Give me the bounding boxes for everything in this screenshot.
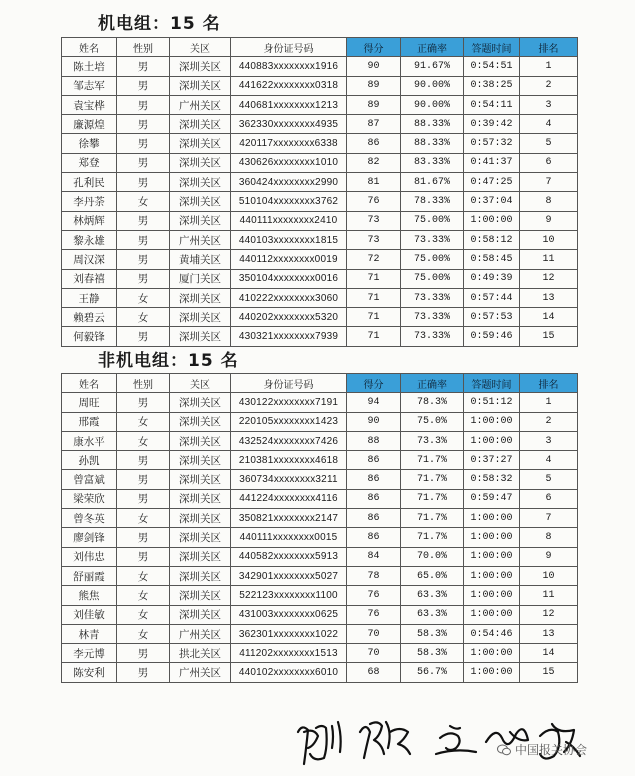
cell-gender: 女 (117, 192, 170, 211)
cell-answer-time: 1:00:00 (464, 412, 520, 431)
cell-rank: 8 (520, 528, 578, 547)
cell-score: 71 (347, 327, 401, 346)
cell-gender: 女 (117, 509, 170, 528)
cell-score: 90 (347, 57, 401, 76)
cell-rank: 11 (520, 586, 578, 605)
cell-score: 81 (347, 173, 401, 192)
cell-name: 陈安利 (62, 663, 117, 682)
cell-rank: 3 (520, 95, 578, 114)
column-header-score: 得分 (347, 38, 401, 57)
cell-gender: 女 (117, 566, 170, 585)
cell-gender: 男 (117, 644, 170, 663)
cell-rank: 15 (520, 663, 578, 682)
cell-customs-district: 深圳关区 (170, 451, 231, 470)
cell-gender: 男 (117, 76, 170, 95)
cell-gender: 女 (117, 308, 170, 327)
cell-answer-time: 1:00:00 (464, 586, 520, 605)
column-header-rank: 排名 (520, 38, 578, 57)
table-row (62, 663, 578, 682)
cell-id-number: 440111xxxxxxxx0015 (231, 528, 347, 547)
cell-rank: 3 (520, 431, 578, 450)
cell-score: 94 (347, 393, 401, 412)
cell-score: 87 (347, 115, 401, 134)
cell-answer-time: 0:39:42 (464, 115, 520, 134)
cell-rank: 4 (520, 115, 578, 134)
cell-score: 76 (347, 192, 401, 211)
cell-answer-time: 0:58:12 (464, 230, 520, 249)
cell-answer-time: 0:59:46 (464, 327, 520, 346)
column-header-name: 姓名 (62, 38, 117, 57)
cell-id-number: 342901xxxxxxxx5027 (231, 566, 347, 585)
cell-name: 黎永雄 (62, 230, 117, 249)
cell-score: 82 (347, 153, 401, 172)
cell-name: 王静 (62, 288, 117, 307)
cell-name: 陈土培 (62, 57, 117, 76)
cell-rank: 1 (520, 57, 578, 76)
cell-accuracy: 83.33% (401, 153, 464, 172)
table-row (62, 153, 578, 172)
cell-score: 73 (347, 211, 401, 230)
cell-name: 周旺 (62, 393, 117, 412)
cell-id-number: 360734xxxxxxxx3211 (231, 470, 347, 489)
cell-score: 70 (347, 624, 401, 643)
cell-rank: 9 (520, 547, 578, 566)
cell-accuracy: 75.00% (401, 211, 464, 230)
cell-gender: 男 (117, 663, 170, 682)
cell-name: 李元博 (62, 644, 117, 663)
handwritten-signatures (290, 702, 590, 772)
table-row (62, 624, 578, 643)
results-table-mechatronics (61, 37, 578, 347)
cell-name: 梁荣欣 (62, 489, 117, 508)
cell-id-number: 410222xxxxxxxx3060 (231, 288, 347, 307)
cell-id-number: 510104xxxxxxxx3762 (231, 192, 347, 211)
cell-id-number: 210381xxxxxxxx4618 (231, 451, 347, 470)
cell-id-number: 362330xxxxxxxx4935 (231, 115, 347, 134)
results-table-non-mechatronics (61, 373, 578, 683)
table-row (62, 134, 578, 153)
column-header-gender: 性别 (117, 38, 170, 57)
cell-customs-district: 广州关区 (170, 95, 231, 114)
cell-answer-time: 0:47:25 (464, 173, 520, 192)
cell-id-number: 440202xxxxxxxx5320 (231, 308, 347, 327)
cell-score: 70 (347, 644, 401, 663)
cell-accuracy: 56.7% (401, 663, 464, 682)
cell-score: 90 (347, 412, 401, 431)
cell-id-number: 440582xxxxxxxx5913 (231, 547, 347, 566)
table-header-row (62, 374, 578, 393)
cell-score: 71 (347, 269, 401, 288)
cell-accuracy: 73.3% (401, 431, 464, 450)
cell-accuracy: 71.7% (401, 528, 464, 547)
cell-name: 刘伟忠 (62, 547, 117, 566)
cell-customs-district: 深圳关区 (170, 134, 231, 153)
table-row (62, 528, 578, 547)
cell-rank: 5 (520, 470, 578, 489)
cell-id-number: 350821xxxxxxxx2147 (231, 509, 347, 528)
cell-answer-time: 0:51:12 (464, 393, 520, 412)
cell-answer-time: 1:00:00 (464, 431, 520, 450)
cell-gender: 男 (117, 153, 170, 172)
cell-customs-district: 深圳关区 (170, 153, 231, 172)
table-row (62, 76, 578, 95)
cell-accuracy: 90.00% (401, 95, 464, 114)
table-row (62, 95, 578, 114)
column-header-answer-time: 答题时间 (464, 374, 520, 393)
cell-id-number: 440112xxxxxxxx0019 (231, 250, 347, 269)
cell-customs-district: 黄埔关区 (170, 250, 231, 269)
column-header-customs-district: 关区 (170, 38, 231, 57)
cell-rank: 6 (520, 153, 578, 172)
cell-gender: 男 (117, 470, 170, 489)
cell-answer-time: 1:00:00 (464, 663, 520, 682)
cell-customs-district: 深圳关区 (170, 605, 231, 624)
cell-rank: 9 (520, 211, 578, 230)
cell-gender: 男 (117, 547, 170, 566)
cell-customs-district: 深圳关区 (170, 586, 231, 605)
table-row (62, 115, 578, 134)
cell-rank: 13 (520, 288, 578, 307)
cell-name: 何毅锋 (62, 327, 117, 346)
cell-accuracy: 63.3% (401, 586, 464, 605)
cell-rank: 1 (520, 393, 578, 412)
cell-rank: 14 (520, 644, 578, 663)
cell-gender: 女 (117, 412, 170, 431)
cell-name: 廉源煌 (62, 115, 117, 134)
cell-score: 86 (347, 489, 401, 508)
table-row (62, 412, 578, 431)
cell-score: 86 (347, 451, 401, 470)
cell-name: 邹志军 (62, 76, 117, 95)
cell-customs-district: 广州关区 (170, 230, 231, 249)
cell-name: 廖剑锋 (62, 528, 117, 547)
cell-answer-time: 0:41:37 (464, 153, 520, 172)
cell-answer-time: 0:57:44 (464, 288, 520, 307)
group-title-non-mechatronics: 非机电组：15 名 (98, 351, 239, 371)
cell-rank: 5 (520, 134, 578, 153)
table-row (62, 586, 578, 605)
table-row (62, 451, 578, 470)
cell-customs-district: 厦门关区 (170, 269, 231, 288)
cell-accuracy: 63.3% (401, 605, 464, 624)
cell-id-number: 432524xxxxxxxx7426 (231, 431, 347, 450)
cell-answer-time: 0:57:32 (464, 134, 520, 153)
cell-name: 李丹荼 (62, 192, 117, 211)
cell-accuracy: 90.00% (401, 76, 464, 95)
cell-accuracy: 75.00% (401, 269, 464, 288)
cell-accuracy: 58.3% (401, 644, 464, 663)
cell-id-number: 430626xxxxxxxx1010 (231, 153, 347, 172)
cell-id-number: 522123xxxxxxxx1100 (231, 586, 347, 605)
cell-answer-time: 0:54:11 (464, 95, 520, 114)
cell-accuracy: 91.67% (401, 57, 464, 76)
cell-rank: 11 (520, 250, 578, 269)
cell-name: 林青 (62, 624, 117, 643)
cell-gender: 女 (117, 605, 170, 624)
cell-name: 赖碧云 (62, 308, 117, 327)
cell-accuracy: 58.3% (401, 624, 464, 643)
cell-rank: 8 (520, 192, 578, 211)
cell-accuracy: 73.33% (401, 288, 464, 307)
cell-customs-district: 深圳关区 (170, 115, 231, 134)
cell-answer-time: 1:00:00 (464, 547, 520, 566)
cell-gender: 男 (117, 489, 170, 508)
cell-rank: 6 (520, 489, 578, 508)
cell-answer-time: 1:00:00 (464, 509, 520, 528)
cell-accuracy: 71.7% (401, 470, 464, 489)
cell-score: 71 (347, 288, 401, 307)
cell-rank: 7 (520, 173, 578, 192)
cell-id-number: 430122xxxxxxxx7191 (231, 393, 347, 412)
column-header-gender: 性别 (117, 374, 170, 393)
cell-gender: 男 (117, 528, 170, 547)
table-row (62, 566, 578, 585)
cell-gender: 男 (117, 327, 170, 346)
column-header-id-number: 身份证号码 (231, 374, 347, 393)
cell-name: 刘春禧 (62, 269, 117, 288)
cell-score: 72 (347, 250, 401, 269)
cell-name: 孔利民 (62, 173, 117, 192)
cell-accuracy: 71.7% (401, 451, 464, 470)
cell-customs-district: 深圳关区 (170, 431, 231, 450)
cell-score: 86 (347, 509, 401, 528)
cell-rank: 4 (520, 451, 578, 470)
cell-accuracy: 73.33% (401, 327, 464, 346)
cell-gender: 男 (117, 451, 170, 470)
table-row (62, 269, 578, 288)
cell-accuracy: 65.0% (401, 566, 464, 585)
cell-customs-district: 深圳关区 (170, 57, 231, 76)
cell-id-number: 220105xxxxxxxx1423 (231, 412, 347, 431)
cell-id-number: 420117xxxxxxxx6338 (231, 134, 347, 153)
cell-answer-time: 0:37:04 (464, 192, 520, 211)
cell-gender: 男 (117, 230, 170, 249)
cell-customs-district: 广州关区 (170, 624, 231, 643)
cell-rank: 2 (520, 412, 578, 431)
cell-score: 89 (347, 76, 401, 95)
column-header-rank: 排名 (520, 374, 578, 393)
cell-name: 刘佳敏 (62, 605, 117, 624)
cell-customs-district: 深圳关区 (170, 192, 231, 211)
cell-answer-time: 0:54:46 (464, 624, 520, 643)
cell-rank: 10 (520, 230, 578, 249)
cell-rank: 12 (520, 269, 578, 288)
cell-gender: 男 (117, 95, 170, 114)
table-row (62, 327, 578, 346)
cell-answer-time: 1:00:00 (464, 211, 520, 230)
cell-accuracy: 88.33% (401, 115, 464, 134)
cell-accuracy: 81.67% (401, 173, 464, 192)
cell-rank: 13 (520, 624, 578, 643)
cell-gender: 女 (117, 431, 170, 450)
column-header-accuracy: 正确率 (401, 374, 464, 393)
cell-customs-district: 深圳关区 (170, 528, 231, 547)
cell-gender: 女 (117, 624, 170, 643)
cell-name: 林炳辉 (62, 211, 117, 230)
cell-id-number: 440883xxxxxxxx1916 (231, 57, 347, 76)
cell-score: 76 (347, 605, 401, 624)
table-row (62, 393, 578, 412)
cell-score: 88 (347, 431, 401, 450)
cell-answer-time: 1:00:00 (464, 605, 520, 624)
cell-score: 89 (347, 95, 401, 114)
cell-customs-district: 深圳关区 (170, 308, 231, 327)
table-row (62, 308, 578, 327)
cell-name: 袁宝桦 (62, 95, 117, 114)
table-row (62, 173, 578, 192)
cell-score: 78 (347, 566, 401, 585)
table-row (62, 250, 578, 269)
cell-customs-district: 拱北关区 (170, 644, 231, 663)
group-title-mechatronics: 机电组：15 名 (98, 14, 221, 34)
cell-customs-district: 深圳关区 (170, 76, 231, 95)
column-header-name: 姓名 (62, 374, 117, 393)
cell-customs-district: 广州关区 (170, 663, 231, 682)
cell-id-number: 362301xxxxxxxx1022 (231, 624, 347, 643)
cell-id-number: 440102xxxxxxxx6010 (231, 663, 347, 682)
cell-accuracy: 78.33% (401, 192, 464, 211)
cell-customs-district: 深圳关区 (170, 412, 231, 431)
table-row (62, 192, 578, 211)
column-header-id-number: 身份证号码 (231, 38, 347, 57)
cell-name: 周汉深 (62, 250, 117, 269)
table-row (62, 547, 578, 566)
cell-customs-district: 深圳关区 (170, 547, 231, 566)
cell-gender: 男 (117, 393, 170, 412)
cell-name: 邢霞 (62, 412, 117, 431)
cell-id-number: 440681xxxxxxxx1213 (231, 95, 347, 114)
cell-score: 73 (347, 230, 401, 249)
cell-answer-time: 0:58:45 (464, 250, 520, 269)
cell-gender: 男 (117, 211, 170, 230)
cell-id-number: 350104xxxxxxxx0016 (231, 269, 347, 288)
cell-customs-district: 深圳关区 (170, 393, 231, 412)
cell-id-number: 430321xxxxxxxx7939 (231, 327, 347, 346)
column-header-answer-time: 答题时间 (464, 38, 520, 57)
cell-id-number: 411202xxxxxxxx1513 (231, 644, 347, 663)
cell-accuracy: 71.7% (401, 489, 464, 508)
cell-name: 康水平 (62, 431, 117, 450)
table-row (62, 431, 578, 450)
cell-gender: 男 (117, 173, 170, 192)
cell-score: 86 (347, 134, 401, 153)
cell-answer-time: 0:54:51 (464, 57, 520, 76)
cell-id-number: 441224xxxxxxxx4116 (231, 489, 347, 508)
cell-answer-time: 0:37:27 (464, 451, 520, 470)
cell-accuracy: 75.00% (401, 250, 464, 269)
cell-rank: 14 (520, 308, 578, 327)
cell-gender: 女 (117, 586, 170, 605)
cell-name: 孙凯 (62, 451, 117, 470)
cell-gender: 男 (117, 250, 170, 269)
cell-name: 曾冬英 (62, 509, 117, 528)
cell-accuracy: 73.33% (401, 308, 464, 327)
watermark (497, 741, 587, 758)
cell-accuracy: 88.33% (401, 134, 464, 153)
cell-customs-district: 深圳关区 (170, 566, 231, 585)
cell-customs-district: 深圳关区 (170, 470, 231, 489)
cell-gender: 男 (117, 57, 170, 76)
cell-answer-time: 1:00:00 (464, 644, 520, 663)
table-row (62, 211, 578, 230)
cell-answer-time: 0:38:25 (464, 76, 520, 95)
table-row (62, 288, 578, 307)
cell-answer-time: 0:58:32 (464, 470, 520, 489)
cell-gender: 男 (117, 134, 170, 153)
cell-score: 76 (347, 586, 401, 605)
cell-answer-time: 0:57:53 (464, 308, 520, 327)
cell-gender: 女 (117, 288, 170, 307)
cell-customs-district: 深圳关区 (170, 173, 231, 192)
cell-customs-district: 深圳关区 (170, 489, 231, 508)
table-row (62, 470, 578, 489)
cell-name: 郑登 (62, 153, 117, 172)
cell-answer-time: 1:00:00 (464, 528, 520, 547)
cell-rank: 15 (520, 327, 578, 346)
cell-name: 舒丽霞 (62, 566, 117, 585)
cell-customs-district: 深圳关区 (170, 288, 231, 307)
watermark-text: 中国报关协会 (515, 743, 588, 757)
cell-answer-time: 0:49:39 (464, 269, 520, 288)
cell-answer-time: 0:59:47 (464, 489, 520, 508)
table-row (62, 57, 578, 76)
cell-score: 86 (347, 470, 401, 489)
wechat-icon (497, 744, 511, 756)
cell-customs-district: 深圳关区 (170, 211, 231, 230)
cell-score: 84 (347, 547, 401, 566)
cell-id-number: 441622xxxxxxxx0318 (231, 76, 347, 95)
cell-score: 68 (347, 663, 401, 682)
cell-score: 86 (347, 528, 401, 547)
table-row (62, 605, 578, 624)
cell-customs-district: 深圳关区 (170, 509, 231, 528)
cell-id-number: 360424xxxxxxxx2990 (231, 173, 347, 192)
column-header-customs-district: 关区 (170, 374, 231, 393)
cell-rank: 10 (520, 566, 578, 585)
cell-gender: 男 (117, 269, 170, 288)
cell-id-number: 440111xxxxxxxx2410 (231, 211, 347, 230)
cell-rank: 7 (520, 509, 578, 528)
cell-answer-time: 1:00:00 (464, 566, 520, 585)
cell-id-number: 431003xxxxxxxx0625 (231, 605, 347, 624)
cell-accuracy: 78.3% (401, 393, 464, 412)
table-header-row (62, 38, 578, 57)
cell-customs-district: 深圳关区 (170, 327, 231, 346)
cell-name: 曾富斌 (62, 470, 117, 489)
cell-score: 71 (347, 308, 401, 327)
table-row (62, 644, 578, 663)
cell-accuracy: 75.0% (401, 412, 464, 431)
cell-accuracy: 71.7% (401, 509, 464, 528)
cell-name: 徐攀 (62, 134, 117, 153)
cell-accuracy: 70.0% (401, 547, 464, 566)
cell-name: 熊焦 (62, 586, 117, 605)
cell-rank: 12 (520, 605, 578, 624)
cell-id-number: 440103xxxxxxxx1815 (231, 230, 347, 249)
table-row (62, 489, 578, 508)
cell-gender: 男 (117, 115, 170, 134)
cell-accuracy: 73.33% (401, 230, 464, 249)
table-row (62, 509, 578, 528)
table-row (62, 230, 578, 249)
column-header-score: 得分 (347, 374, 401, 393)
column-header-accuracy: 正确率 (401, 38, 464, 57)
cell-rank: 2 (520, 76, 578, 95)
